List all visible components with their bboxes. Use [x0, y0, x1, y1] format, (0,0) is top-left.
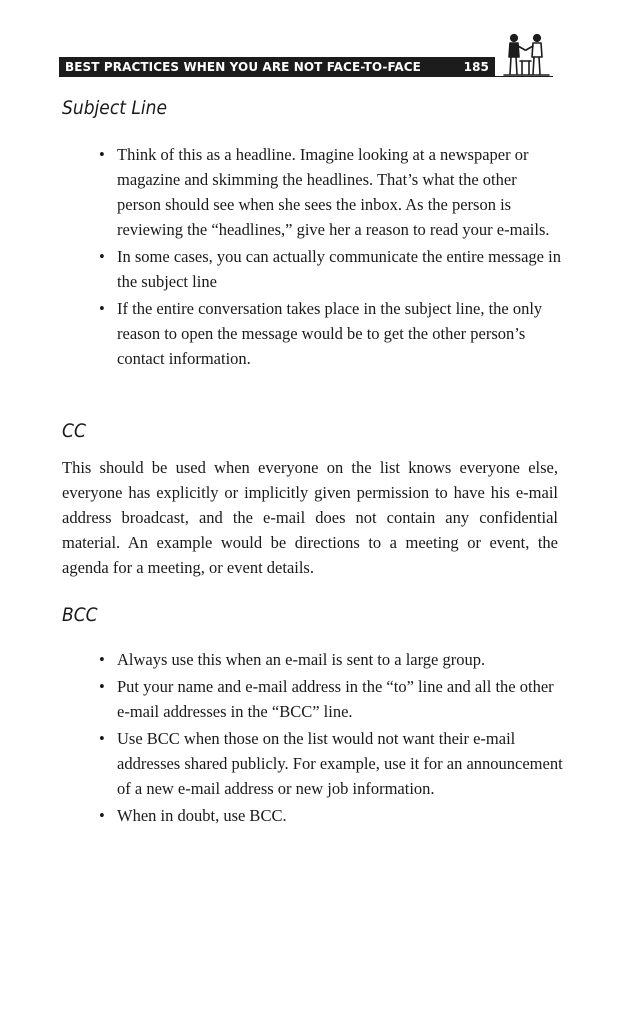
page-number: 185	[463, 60, 489, 74]
list-item: • Put your name and e-mail address in the “to” line and all the other e-mail addresses in the “BCC” line.	[98, 674, 564, 724]
section-heading-subject-line: Subject Line	[62, 97, 168, 119]
list-item: • When in doubt, use BCC.	[98, 803, 564, 828]
section-heading-cc: CC	[62, 420, 86, 442]
cc-paragraph: This should be used when everyone on the list knows everyone else, everyone has explicitly or implicitly given permission to have his e-mail address broadcast, and the e-mail does not contain any confidential material. An example would be directions to a meeting or event, the agenda for a meeting, or event details.	[62, 458, 558, 577]
bcc-bullet-list	[98, 647, 564, 830]
list-item: • In some cases, you can actually communicate the entire message in the subject line	[98, 244, 564, 294]
subject-line-bullet-list	[98, 142, 564, 373]
list-item: • Think of this as a headline. Imagine looking at a newspaper or magazine and skimming the headlines. That’s what the other person should see when she sees the inbox. As the person is reviewing the “headlines,” give her a reason to read your e-mails.	[98, 142, 564, 242]
list-item: • If the entire conversation takes place in the subject line, the only reason to open the message would be to get the other person’s contact information.	[98, 296, 564, 371]
list-item: • Always use this when an e-mail is sent to a large group.	[98, 647, 564, 672]
running-header-title: BEST PRACTICES WHEN YOU ARE NOT FACE-TO-FACE	[65, 60, 421, 74]
section-heading-bcc: BCC	[62, 604, 98, 626]
list-item: • Use BCC when those on the list would not want their e-mail addresses shared publicly. For example, use it for an announcement of a new e-mail address or new job information.	[98, 726, 564, 801]
running-header	[59, 57, 495, 77]
handshake-figures-icon	[500, 30, 552, 77]
